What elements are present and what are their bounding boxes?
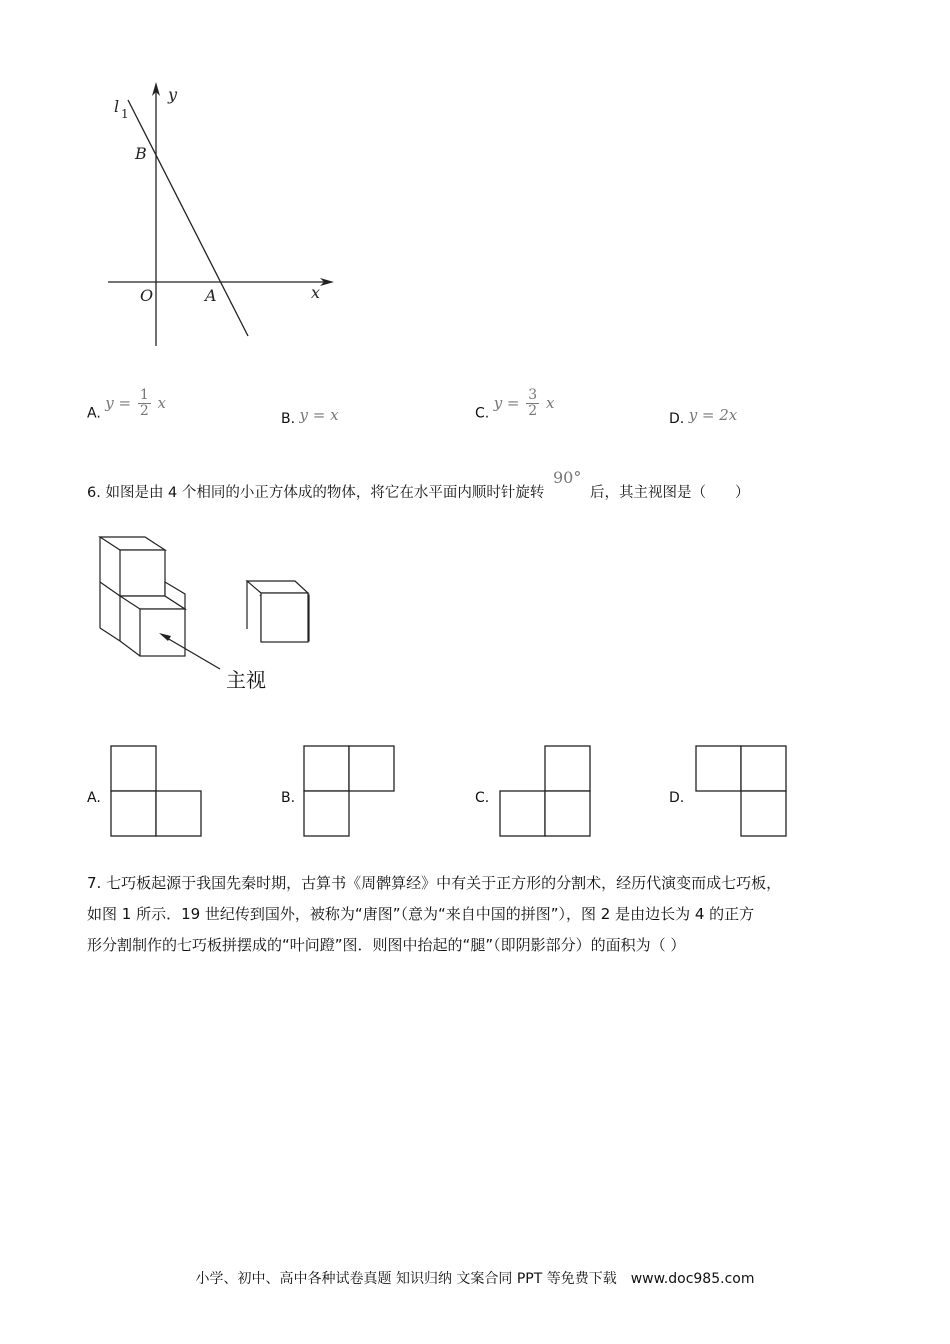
q5-option-b[interactable] [281, 408, 339, 429]
q6-option-d-figure[interactable] [695, 745, 790, 840]
option-letter: C. [475, 405, 490, 422]
option-letter: B. [281, 411, 296, 427]
q5-option-d[interactable] [669, 408, 737, 429]
q5-option-c[interactable] [475, 387, 555, 429]
option-letter: A. [87, 405, 101, 422]
option-expression: y = $\frac{1}{2}$ x [105, 387, 166, 419]
q7-line-2: 如图 1 所示．19 世纪传到国外，被称为“唐图”（意为“来自中国的拼图”），图 2 是由边长为 4 的正方 [87, 905, 755, 923]
origin-label: O [140, 286, 154, 305]
option-expression: y = x [299, 406, 339, 424]
q6-option-d-letter[interactable]: D. [669, 790, 685, 806]
line-label: l [114, 97, 120, 116]
q5-option-a[interactable] [87, 387, 166, 429]
q6-option-b-figure[interactable] [303, 745, 398, 840]
option-expression: y = 2x [688, 406, 738, 424]
x-axis-label: x [311, 283, 321, 302]
q6-option-a-figure[interactable] [110, 745, 205, 840]
q6-option-b-letter[interactable]: B. [281, 790, 296, 806]
q7-line-3: 形分割制作的七巧板拼摆成的“叶问蹬”图．则图中抬起的“腿”（即阴影部分）的面积为（ ） [87, 936, 686, 954]
view-label: 主视 [226, 668, 266, 692]
page-footer: 小学、初中、高中各种试卷真题 知识归纳 文案合同 PPT 等免费下载 www.doc985.com [195, 1271, 755, 1287]
y-axis-label: y [168, 85, 178, 104]
point-a-label: A [205, 286, 217, 305]
q7-question [87, 868, 867, 961]
q6-angle: 90° [553, 468, 582, 487]
q6-text-before: 6. 如图是由 4 个相同的小正方体成的物体，将它在水平面内顺时针旋转 [87, 485, 545, 501]
q6-option-c-figure[interactable] [499, 745, 594, 840]
line-label-subscript: 1 [121, 107, 129, 121]
q6-question [87, 468, 750, 503]
q6-option-c-letter[interactable]: C. [475, 790, 490, 806]
coordinate-graph [100, 78, 340, 353]
q7-line-1: 7. 七巧板起源于我国先秦时期，古算书《周髀算经》中有关于正方形的分割术，经历代演变而成七巧板， [87, 874, 782, 892]
option-expression: y = $\frac{3}{2}$ x [493, 387, 555, 419]
option-letter: D. [669, 411, 685, 427]
q6-text-after: 后，其主视图是（ ） [589, 485, 750, 501]
point-b-label: B [135, 144, 147, 163]
q6-option-a-letter[interactable]: A. [87, 790, 101, 806]
